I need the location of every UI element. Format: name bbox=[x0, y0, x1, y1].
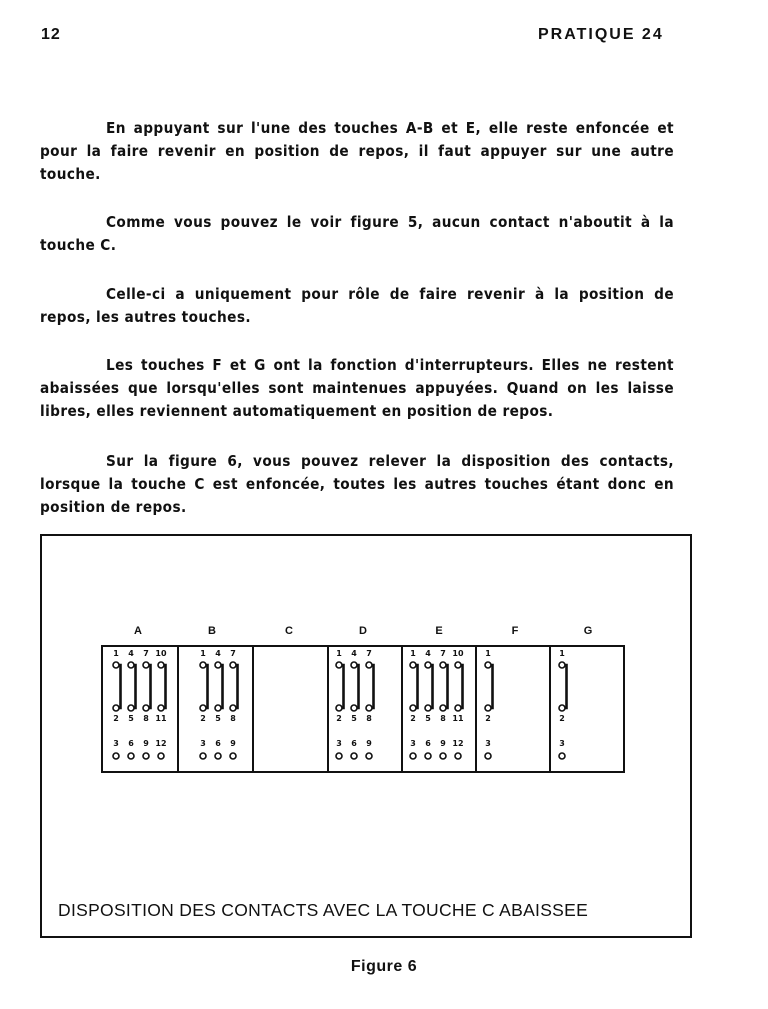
contact-terminal bbox=[410, 705, 416, 711]
contact-bridge bbox=[134, 665, 136, 708]
terminal-number: 1 bbox=[336, 649, 342, 658]
terminal-number: 5 bbox=[351, 714, 357, 723]
terminal-number: 7 bbox=[230, 649, 236, 658]
contact-terminal-open bbox=[128, 753, 134, 759]
contact-terminal bbox=[351, 705, 357, 711]
key-label-d: D bbox=[359, 625, 367, 637]
contact-terminal bbox=[559, 705, 565, 711]
contact-terminal bbox=[366, 662, 372, 668]
contact-terminal bbox=[215, 705, 221, 711]
contact-bridge bbox=[431, 665, 433, 708]
contact-terminal bbox=[410, 662, 416, 668]
key-label-c: C bbox=[285, 625, 293, 637]
contact-terminal bbox=[366, 705, 372, 711]
terminal-number: 6 bbox=[425, 739, 431, 748]
terminal-number: 10 bbox=[452, 649, 464, 658]
terminal-number: 7 bbox=[366, 649, 372, 658]
key-label-a: A bbox=[134, 625, 142, 637]
terminal-number: 4 bbox=[425, 649, 431, 658]
terminal-number: 11 bbox=[155, 714, 167, 723]
terminal-number: 5 bbox=[425, 714, 431, 723]
paragraph-3: Celle-ci a uniquement pour rôle de faire revenir à la position de repos, les autres touches. bbox=[40, 285, 674, 326]
terminal-number: 4 bbox=[128, 649, 134, 658]
contact-terminal-open bbox=[230, 753, 236, 759]
terminal-number: 2 bbox=[410, 714, 416, 723]
contact-terminal bbox=[158, 662, 164, 668]
contact-terminal bbox=[455, 705, 461, 711]
contact-terminal-open bbox=[351, 753, 357, 759]
terminal-number: 8 bbox=[230, 714, 236, 723]
terminal-number: 8 bbox=[440, 714, 446, 723]
contact-terminal bbox=[128, 705, 134, 711]
terminal-number: 9 bbox=[440, 739, 446, 748]
contact-terminal bbox=[336, 662, 342, 668]
key-label-f: F bbox=[511, 625, 519, 637]
terminal-number: 5 bbox=[128, 714, 134, 723]
paragraph-2: Comme vous pouvez le voir figure 5, aucun contact n'aboutit à la touche C. bbox=[40, 213, 674, 254]
terminal-number: 3 bbox=[200, 739, 206, 748]
contact-terminal bbox=[440, 662, 446, 668]
paragraph-1: En appuyant sur l'une des touches A-B et E, elle reste enfoncée et pour la faire revenir en position de repos, il faut appuyer sur une autre touche. bbox=[40, 119, 674, 183]
paragraph-4: Les touches F et G ont la fonction d'interrupteurs. Elles ne restent abaissées que lorsqu'elles sont maintenues appuyées. Quand on les laisse libres, elles reviennent automatiquement en position de repos. bbox=[40, 356, 674, 420]
terminal-number: 2 bbox=[559, 714, 565, 723]
contact-bridge bbox=[357, 665, 359, 708]
contact-bridge bbox=[461, 665, 463, 708]
terminal-number: 2 bbox=[485, 714, 491, 723]
contact-terminal-open bbox=[455, 753, 461, 759]
contact-terminal-open bbox=[113, 753, 119, 759]
terminal-number: 9 bbox=[143, 739, 149, 748]
terminal-number: 2 bbox=[200, 714, 206, 723]
terminal-number: 6 bbox=[128, 739, 134, 748]
contact-terminal bbox=[230, 662, 236, 668]
contact-terminal bbox=[455, 662, 461, 668]
terminal-number: 2 bbox=[113, 714, 119, 723]
contact-bridge bbox=[221, 665, 223, 708]
contact-bridge bbox=[342, 665, 344, 708]
terminal-number: 1 bbox=[200, 649, 206, 658]
contact-terminal bbox=[351, 662, 357, 668]
contact-bridge bbox=[446, 665, 448, 708]
key-label-b: B bbox=[208, 625, 216, 637]
terminal-number: 8 bbox=[366, 714, 372, 723]
key-label-g: G bbox=[583, 625, 593, 637]
running-title: PRATIQUE 24 bbox=[538, 26, 664, 43]
terminal-number: 3 bbox=[336, 739, 342, 748]
terminal-number: 2 bbox=[336, 714, 342, 723]
contact-terminal bbox=[230, 705, 236, 711]
contact-terminal bbox=[440, 705, 446, 711]
terminal-number: 10 bbox=[155, 649, 167, 658]
contact-bridge bbox=[206, 665, 208, 708]
contact-terminal bbox=[200, 662, 206, 668]
contact-terminal-open bbox=[336, 753, 342, 759]
contact-terminal bbox=[143, 705, 149, 711]
terminal-number: 4 bbox=[215, 649, 221, 658]
contact-bridge bbox=[119, 665, 121, 708]
contact-terminal bbox=[215, 662, 221, 668]
contact-terminal-open bbox=[158, 753, 164, 759]
key-label-e: E bbox=[435, 625, 443, 637]
contact-terminal bbox=[158, 705, 164, 711]
contact-bridge bbox=[416, 665, 418, 708]
terminal-number: 1 bbox=[113, 649, 119, 658]
contact-terminal-open bbox=[200, 753, 206, 759]
contact-terminal bbox=[200, 705, 206, 711]
terminal-number: 9 bbox=[366, 739, 372, 748]
terminal-number: 7 bbox=[440, 649, 446, 658]
contact-terminal bbox=[425, 705, 431, 711]
contact-terminal bbox=[485, 705, 491, 711]
page-number: 12 bbox=[41, 26, 61, 43]
contact-terminal-open bbox=[143, 753, 149, 759]
contact-terminal-open bbox=[366, 753, 372, 759]
contact-terminal-open bbox=[425, 753, 431, 759]
terminal-number: 9 bbox=[230, 739, 236, 748]
terminal-number: 6 bbox=[215, 739, 221, 748]
terminal-number: 4 bbox=[351, 649, 357, 658]
figure-title: Figure 6 bbox=[350, 958, 418, 975]
contact-bridge bbox=[236, 665, 238, 708]
contact-terminal bbox=[485, 662, 491, 668]
terminal-number: 3 bbox=[113, 739, 119, 748]
terminal-number: 7 bbox=[143, 649, 149, 658]
contact-terminal-open bbox=[410, 753, 416, 759]
terminal-number: 11 bbox=[452, 714, 464, 723]
terminal-number: 3 bbox=[410, 739, 416, 748]
terminal-number: 12 bbox=[452, 739, 464, 748]
contact-terminal-open bbox=[440, 753, 446, 759]
contact-terminal bbox=[425, 662, 431, 668]
terminal-number: 1 bbox=[559, 649, 565, 658]
contact-terminal bbox=[128, 662, 134, 668]
terminal-number: 1 bbox=[410, 649, 416, 658]
contact-terminal bbox=[113, 662, 119, 668]
figure-caption: DISPOSITION DES CONTACTS AVEC LA TOUCHE C ABAISSEE bbox=[58, 900, 589, 920]
contact-terminal bbox=[143, 662, 149, 668]
terminal-number: 6 bbox=[351, 739, 357, 748]
terminal-number: 1 bbox=[485, 649, 491, 658]
paragraph-5: Sur la figure 6, vous pouvez relever la disposition des contacts, lorsque la touche C est enfoncée, toutes les autres touches étant donc en position de repos. bbox=[40, 452, 674, 516]
contact-bridge bbox=[565, 665, 567, 708]
contact-bridge bbox=[164, 665, 166, 708]
terminal-number: 3 bbox=[485, 739, 491, 748]
contact-bridge bbox=[491, 665, 493, 708]
contact-bridge bbox=[149, 665, 151, 708]
contact-terminal bbox=[559, 662, 565, 668]
terminal-number: 3 bbox=[559, 739, 565, 748]
contact-terminal bbox=[113, 705, 119, 711]
contact-terminal-open bbox=[559, 753, 565, 759]
terminal-number: 12 bbox=[155, 739, 167, 748]
terminal-number: 5 bbox=[215, 714, 221, 723]
contact-terminal-open bbox=[215, 753, 221, 759]
terminal-number: 8 bbox=[143, 714, 149, 723]
contact-terminal-open bbox=[485, 753, 491, 759]
contact-terminal bbox=[336, 705, 342, 711]
contact-bridge bbox=[372, 665, 374, 708]
